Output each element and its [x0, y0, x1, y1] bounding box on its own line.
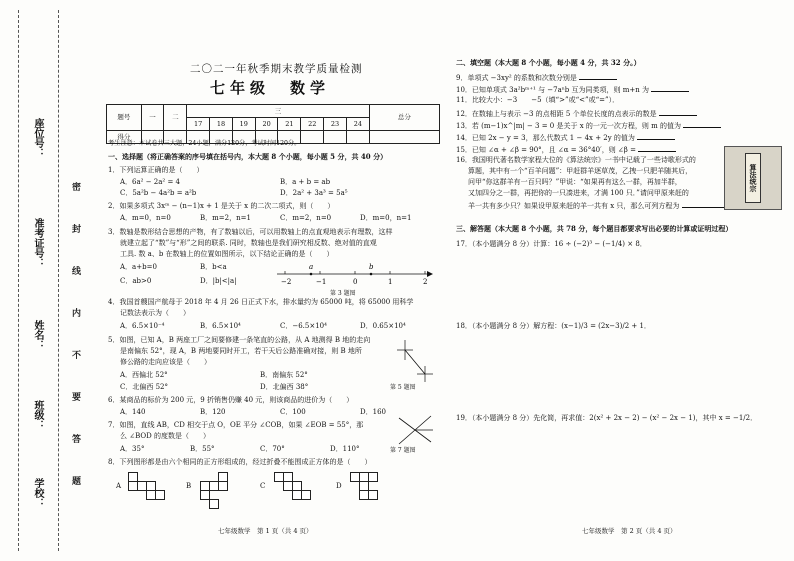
- question-4: 4．我国首艘国产航母于 2018 年 4 月 26 日正式下水，排水量约为 65000 吨，将 65000 用科学: [108, 298, 414, 306]
- page-1: [100, 0, 440, 561]
- binding-line: [18, 10, 19, 551]
- q3-option-b[interactable]: B．b<a: [200, 263, 227, 271]
- section-3-heading: 三、解答题（本大题 8 个小题，共 78 分，每个题目都要求写出必要的计算或证明过程）: [456, 224, 733, 233]
- q6-option-c[interactable]: C．100: [280, 408, 306, 416]
- q7-option-c[interactable]: C．70°: [260, 445, 285, 453]
- question-9: 9．单项式 −3xy² 的系数和次数分别是: [456, 72, 617, 83]
- seal-char: 封: [72, 225, 82, 235]
- score-cell[interactable]: [301, 131, 324, 144]
- q3-option-a[interactable]: A．a+b=0: [120, 263, 157, 271]
- score-q-number: 17: [187, 118, 210, 131]
- question-3-line2: 就建立起了“数”与“形”之间的联系. 同时，数轴也是我们研究相反数、绝对值的直观: [120, 239, 377, 247]
- q6-option-a[interactable]: A．140: [120, 408, 146, 416]
- score-q-number: 22: [301, 118, 324, 131]
- q1-option-c[interactable]: C．5a²b − 4a²b = a²b: [120, 189, 197, 197]
- number-line-figure: [275, 262, 435, 292]
- book-title: 算法统宗: [745, 153, 761, 203]
- q2-option-d[interactable]: D．m=0，n=1: [360, 214, 412, 222]
- q4-option-a[interactable]: A．6.5×10⁻⁴: [120, 322, 165, 330]
- exam-note: 考生注意：本试卷共三大题，24小题，满分120分，考试时间120分。: [108, 140, 301, 147]
- net-a-label: A: [116, 482, 122, 490]
- score-row-label: 得分: [107, 131, 142, 144]
- page-2: [448, 0, 788, 561]
- question-11: 11．比较大小：−3 −5（填“>”或“<”或“=”）．: [456, 96, 620, 104]
- q4-option-d[interactable]: D．0.65×10⁴: [360, 322, 406, 330]
- q7-option-a[interactable]: A．35°: [120, 445, 145, 453]
- score-q-number: 18: [210, 118, 233, 131]
- numline-point-b: b: [369, 263, 374, 271]
- question-7-line2: 么 ∠BOD 的度数是（ ）: [120, 432, 210, 440]
- q2-option-c[interactable]: C．m=2，n=0: [280, 214, 332, 222]
- question-3-line3: 工具. 数 a、b 在数轴上的位置如图所示，以下结论正确的是（ ）: [120, 250, 334, 258]
- score-cell[interactable]: [369, 131, 439, 144]
- page-footer: 七年级数学 第 2 页（共 4 页）: [582, 527, 677, 535]
- exam-number-field[interactable]: 准考证号：: [32, 218, 43, 268]
- answer-blank[interactable]: [637, 132, 675, 140]
- seat-field[interactable]: 座位号：: [32, 118, 43, 158]
- q3-option-c[interactable]: C．ab>0: [120, 277, 152, 285]
- numline-tick: 1: [388, 278, 393, 286]
- q5-compass-figure: [395, 338, 435, 386]
- q5-option-d[interactable]: D．北偏西 38°: [260, 383, 309, 391]
- score-total-label: 总分: [369, 105, 439, 131]
- score-cell[interactable]: [324, 131, 347, 144]
- question-5-line2: 是南偏东 52°，现 A，B 两地要同时开工，若干天后公路准确对接，则 B 地所: [120, 347, 362, 355]
- question-3: 3．数轴是数形结合思想的产物，有了数轴以后，可以用数轴上的点直观地表示有理数，这样: [108, 228, 393, 236]
- net-b-label: B: [186, 482, 192, 490]
- q7-figure-caption: 第 7 题图: [390, 447, 416, 454]
- name-field[interactable]: 姓名：: [32, 320, 43, 350]
- question-19: 19．（本小题满分 8 分）先化简，再求值：2(x² + 2x − 2) − (x² − 2x − 1)，其中 x = −1/2．: [456, 414, 758, 422]
- q6-option-d[interactable]: D．160: [360, 408, 386, 416]
- numline-tick: −2: [281, 278, 292, 286]
- numline-tick: −1: [316, 278, 327, 286]
- q3-option-d[interactable]: D．|b|<|a|: [200, 277, 237, 285]
- question-6: 6．某商品的标价为 200 元，9 折销售仍赚 40 元，则该商品的进价为（ ）: [108, 396, 354, 404]
- question-16-line4: 又加四分之一群，再把你的一只凑进来，才满 100 只．”请问甲原来赶的: [468, 189, 689, 197]
- score-q-number: 24: [346, 118, 369, 131]
- score-section: 一: [141, 105, 164, 131]
- binding-line: [58, 10, 59, 551]
- page-footer: 七年级数学 第 1 页（共 4 页）: [218, 527, 313, 535]
- answer-blank[interactable]: [579, 72, 617, 80]
- seal-char: 内: [72, 309, 82, 319]
- question-8: 8．下列图形都是由六个相同的正方形组成的，经过折叠不能围成正方体的是（ ）: [108, 458, 372, 466]
- q4-option-c[interactable]: C．−6.5×10⁴: [280, 322, 327, 330]
- binding-strip: [0, 0, 96, 561]
- seal-char: 答: [72, 435, 82, 445]
- class-field[interactable]: 班级：: [32, 400, 43, 430]
- exam-title: 二〇二一年秋季期末教学质量检测: [190, 63, 363, 75]
- score-q-number: 23: [324, 118, 347, 131]
- q2-option-b[interactable]: B．m=2，n=1: [200, 214, 251, 222]
- answer-blank[interactable]: [659, 108, 697, 116]
- question-13: 13．若 (m−1)x^|m| − 3 = 0 是关于 x 的一元一次方程，则 m 的值为: [456, 120, 721, 131]
- question-5-line3: 修公路的走向应该是（ ）: [120, 358, 211, 366]
- answer-blank[interactable]: [651, 84, 689, 92]
- answer-blank[interactable]: [683, 120, 721, 128]
- question-16: 16．我国明代著名数学家程大位的《算法统宗》一书中记载了一些诗歌形式的: [456, 156, 696, 164]
- question-16-line3: 问甲“你这群羊有一百只吗？”甲说：“如果再有这么一群，再加半群，: [468, 178, 682, 186]
- seal-char: 题: [72, 477, 82, 487]
- subject-title: 七年级 数学: [210, 79, 331, 97]
- seal-char: 不: [72, 351, 82, 361]
- question-18: 18．（本小题满分 8 分）解方程：(x−1)/3 = (2x−3)/2 + 1．: [456, 322, 651, 330]
- school-field[interactable]: 学校：: [32, 478, 43, 508]
- question-10: 10．已知单项式 3a²bᵐ⁺¹ 与 −7aⁿb 互为同类项，则 m+n 为: [456, 84, 689, 95]
- q1-option-b[interactable]: B．a + b = ab: [280, 178, 331, 186]
- q5-figure-caption: 第 5 题图: [390, 384, 416, 391]
- q7-angle-figure: [395, 412, 435, 448]
- q7-option-b[interactable]: B．55°: [190, 445, 215, 453]
- seal-char: 线: [72, 267, 82, 277]
- book-illustration: [724, 146, 782, 210]
- seal-char: 要: [72, 393, 82, 403]
- question-15: 15．已知 ∠α + ∠β = 90°，且 ∠α = 36°40′，则 ∠β =: [456, 144, 676, 155]
- score-q-number: 20: [255, 118, 278, 131]
- question-12: 12．在数轴上与表示 −3 的点相距 5 个单位长度的点表示的数是: [456, 108, 697, 119]
- score-cell[interactable]: [346, 131, 369, 144]
- q7-option-d[interactable]: D．110°: [330, 445, 360, 453]
- score-section: 三: [187, 105, 370, 118]
- score-row-label: 题号: [107, 105, 142, 131]
- numline-point-a: a: [309, 263, 314, 271]
- q5-option-c[interactable]: C．北偏西 52°: [120, 383, 168, 391]
- q5-option-b[interactable]: B．南偏东 52°: [260, 371, 308, 379]
- score-table: [106, 104, 440, 144]
- q1-option-a[interactable]: A．6a² − 2a² = 4: [120, 178, 181, 186]
- question-7: 7．如图，直线 AB，CD 相交于点 O，OE 平分 ∠COB，如果 ∠EOB = 55°，那: [108, 421, 364, 429]
- section-2-heading: 二、填空题（本大题 8 个小题，每小题 4 分，共 32 分。）: [456, 58, 641, 67]
- question-14: 14．已知 2x − y = 3，那么代数式 1 − 4x + 2y 的值为: [456, 132, 675, 143]
- score-q-number: 21: [278, 118, 301, 131]
- q5-option-a[interactable]: A．西偏北 52°: [120, 371, 168, 379]
- net-d-label: D: [336, 482, 342, 490]
- score-q-number: 19: [232, 118, 255, 131]
- question-5: 5．如图，已知 A，B 两座工厂之间要修建一条笔直的公路，从 A 地测得 B 地的走向: [108, 336, 371, 344]
- q4-option-b[interactable]: B．6.5×10⁴: [200, 322, 241, 330]
- q3-figure-caption: 第 3 题图: [330, 290, 356, 297]
- question-2: 2．如果多项式 3xᵐ − (n−1)x + 1 是关于 x 的二次二项式，则（ ）: [108, 202, 335, 210]
- section-1-heading: 一、选择题（将正确答案的序号填在括号内，本大题 8 个小题，每小题 5 分，共 40 分）: [108, 152, 388, 161]
- numline-tick: 0: [353, 278, 358, 286]
- question-1: 1．下列运算正确的是（ ）: [108, 166, 204, 174]
- question-16-line5: 羊一共有多少只？如果设甲原来赶的羊一共有 x 只，那么可列方程为: [468, 200, 732, 211]
- question-4-line2: 记数法表示为（ ）: [120, 309, 190, 317]
- q2-option-a[interactable]: A．m=0，n=0: [120, 214, 171, 222]
- seal-char: 密: [72, 183, 82, 193]
- score-section: 二: [164, 105, 187, 131]
- answer-blank[interactable]: [638, 144, 676, 152]
- question-17: 17．（本小题满分 8 分）计算：16 ÷ (−2)³ − (−1/4) × 8．: [456, 240, 647, 248]
- net-c-label: C: [260, 482, 266, 490]
- question-16-line2: 算题，其中有一个“百羊问题”：甲赶群羊逐草茂，乙拽一只肥羊随其后，: [468, 167, 693, 175]
- q6-option-b[interactable]: B．120: [200, 408, 226, 416]
- q1-option-d[interactable]: D．2a² + 3a³ = 5a⁵: [280, 189, 348, 197]
- numline-tick: 2: [423, 278, 428, 286]
